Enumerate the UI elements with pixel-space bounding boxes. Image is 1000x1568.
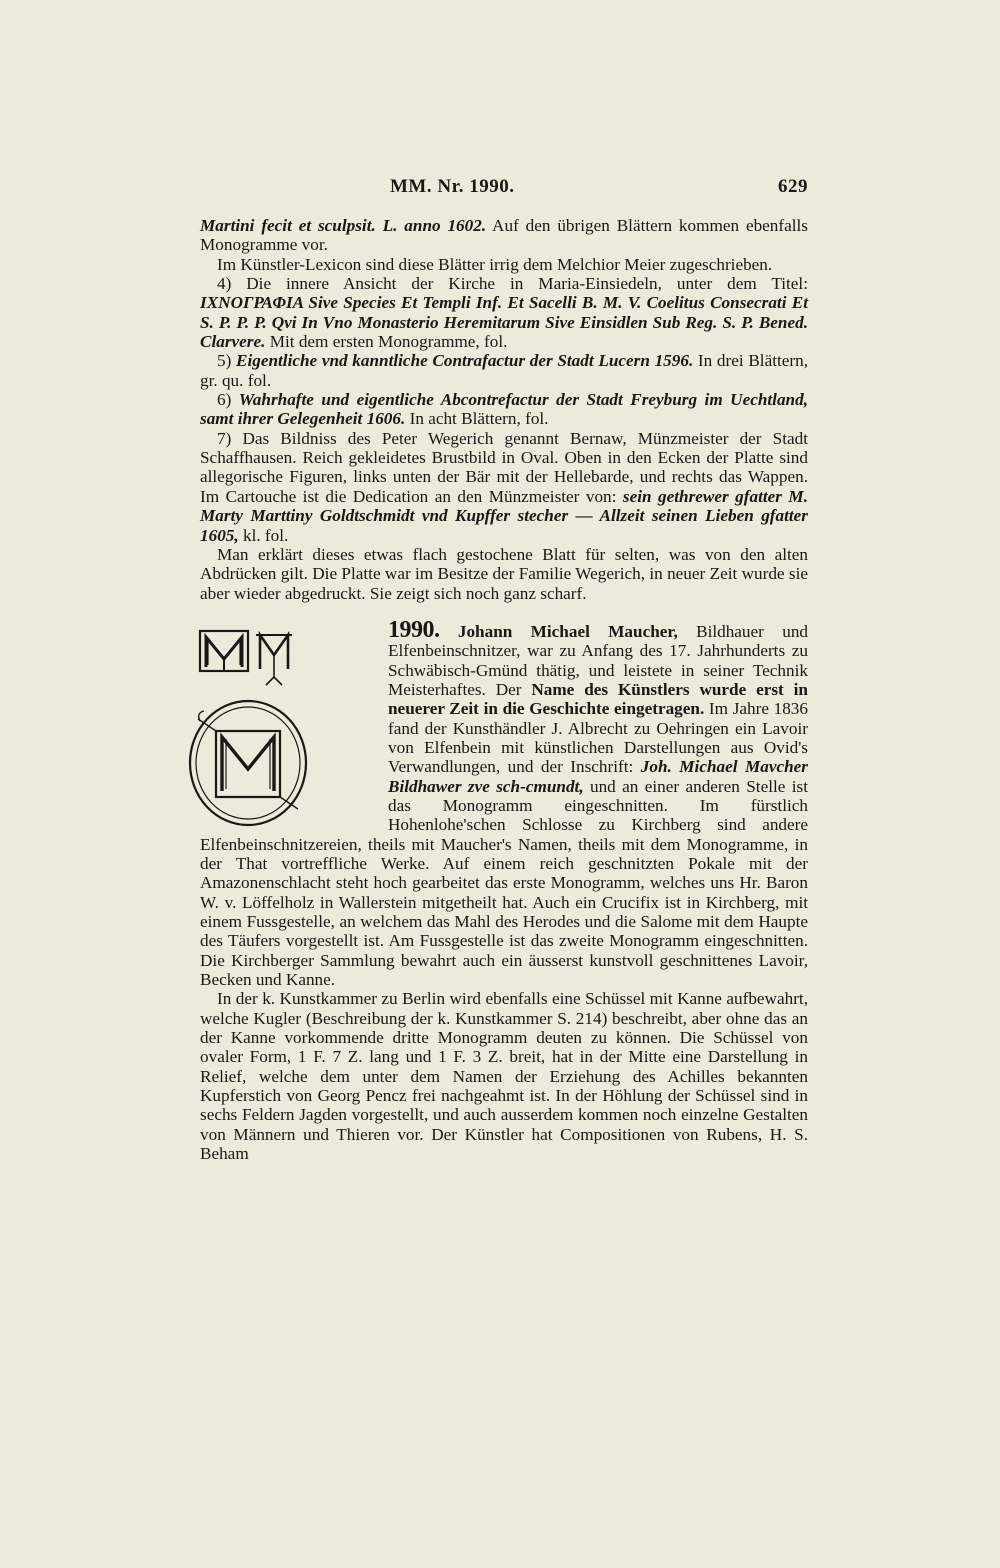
text-column xyxy=(200,216,808,1164)
entry-text: Bildhauer und Elfenbeinschnitzer, war zu Anfang des 17. Jahrhunderts zu Schwäbisch-Gmünd thätig, und leistete in seiner Technik Meisterhaftes. Der xyxy=(388,621,809,699)
paragraph-remark: Man erklärt dieses etwas flach gestochene Blatt für selten, was von den alten Abdrücken gilt. Die Platte war im Besitze der Familie Wegerich, in neuer Zeit wurde sie aber wieder abgedruckt. Sie zeigt sich noch ganz scharf. xyxy=(200,544,808,603)
italic-inscription: Martini fecit et sculpsit. L. anno 1602. xyxy=(200,216,487,235)
paragraph-continuation xyxy=(200,216,808,255)
item-title: ΙΧΝΟΓΡΑΦΙΑ Sive Species Et Templi Inf. Et Sacelli B. M. V. Coelitus Consecrati Et S. P. P. P. Qvi In Vno Monasterio Heremitarum Sive Einsidlen Sub Reg. S. P. Bened. Clarvere. xyxy=(200,293,808,352)
paragraph-text: Auf den übrigen Blättern kommen ebenfalls Monogramme vor. xyxy=(200,216,808,255)
monogram-3-oval xyxy=(190,701,306,825)
item-text: 6) xyxy=(217,390,239,410)
entry-paragraph-berlin: In der k. Kunstkammer zu Berlin wird ebenfalls eine Schüssel mit Kanne aufbewahrt, welche Kugler (Beschreibung der k. Kunstkammer S. 214) beschreibt, aber ohne das an der Kanne vorkommende dritte Monogramm deuten zu können. Die Schüssel von ovaler Form, 1 F. 7 Z. lang und 1 F. 3 Z. breit, hat in der Mitte eine Darstellung in Relief, welche dem unter dem Namen der Erziehung des Achilles bekannten Kupferstich von Georg Pencz frei nachgeahmt ist. In der Höhlung der Schüssel sind in sechs Feldern Jagden vorgestellt, und auch ausserdem kommen noch einzelne Gestalten von Männern und Thieren vor. Der Künstler hat Compositionen von Rubens, H. S. Beham xyxy=(200,989,808,1164)
item-text: 4) Die innere Ansicht der Kirche in Maria-Einsiedeln, unter dem Titel: xyxy=(217,274,808,294)
item-text: 7) Das Bildniss des Peter Wegerich genannt Bernaw, Münzmeister der Stadt Schaffhausen. Reich gekleidetes Brustbild in Oval. Oben in den Ecken der Platte sind allegorische Figuren, links unten der Bär mit der Hellebarde, und rechts das Wappen. Im Cartouche ist die Dedication an den Münzmeister von: xyxy=(200,428,808,506)
entry-number: 1990. xyxy=(388,616,440,643)
entry-text: Im Jahre 1836 fand der Kunsthändler J. Albrecht zu Oehringen ein Lavoir von Elfenbein mit künstlichen Darstellungen aus Ovid's Verwandlungen, und der Inschrift: xyxy=(388,699,808,777)
monogram-figures xyxy=(170,621,382,833)
item-inscription: sein gethrewer gfatter M. Marty Marttiny Goldtschmidt vnd Kupffer stecher — Allzeit seinen Lieben gfatter 1605, xyxy=(200,486,808,545)
item-6 xyxy=(200,390,808,429)
monogram-illustration xyxy=(170,621,382,833)
item-text: kl. fol. xyxy=(238,525,289,545)
monogram-3-m xyxy=(222,737,274,791)
entry-1990 xyxy=(200,616,809,1164)
item-title: Wahrhafte und eigentliche Abcontrefactur der Stadt Freyburg im Uechtland, samt ihrer Gelegenheit 1606. xyxy=(200,390,808,429)
page-number: 629 xyxy=(778,176,808,197)
entry-bold-phrase: Name des Künstlers wurde erst in neuerer Zeit in die Geschichte eingetragen. xyxy=(388,679,808,719)
entry-inscription: Joh. Michael Mavcher Bildhawer zve sch-cmundt, xyxy=(388,757,808,796)
artist-name: Johann Michael Maucher, xyxy=(457,621,678,641)
item-text: 5) xyxy=(217,351,236,371)
paragraph-lexicon-note: Im Künstler-Lexicon sind diese Blätter irrig dem Melchior Meier zugeschrieben. xyxy=(217,254,773,274)
item-text: Mit dem ersten Monogramme, fol. xyxy=(265,332,508,352)
item-5 xyxy=(200,351,808,390)
item-text: In drei Blättern, gr. qu. fol. xyxy=(200,351,808,390)
item-7 xyxy=(200,429,808,545)
item-4 xyxy=(200,274,808,351)
running-title: MM. Nr. 1990. xyxy=(390,176,515,197)
entry-text: und an einer anderen Stelle ist das Monogramm eingeschnitten. Im fürstlich Hohenlohe'schen Schlosse zu Kirchberg sind andere Elfenbeinschnitzereien, theils mit Maucher's Namen, theils mit dem Monogramme, in der That vortreffliche Werke. Auf einem reich geschnitzten Pokale mit der Amazonenschlacht steht hoch gearbeitet das erste Monogramm, welches uns Hr. Baron W. v. Löffelholz in Wallerstein mitgetheilt hat. Auch ein Crucifix ist in Kirchberg, mit einem Fussgestelle, an welchem das Mahl des Herodes und die Salome mit dem Haupte des Täufers vorgestellt ist. Am Fussgestelle ist das zweite Monogramm eingeschnitten. Die Kirchberger Sammlung bewahrt auch ein äusserst kunstvoll geschnittenes Lavoir, Becken und Kanne. xyxy=(200,776,808,990)
item-title: Eigentliche vnd kanntliche Contrafactur der Stadt Lucern 1596. xyxy=(236,351,694,371)
item-text: In acht Blättern, fol. xyxy=(405,409,549,429)
